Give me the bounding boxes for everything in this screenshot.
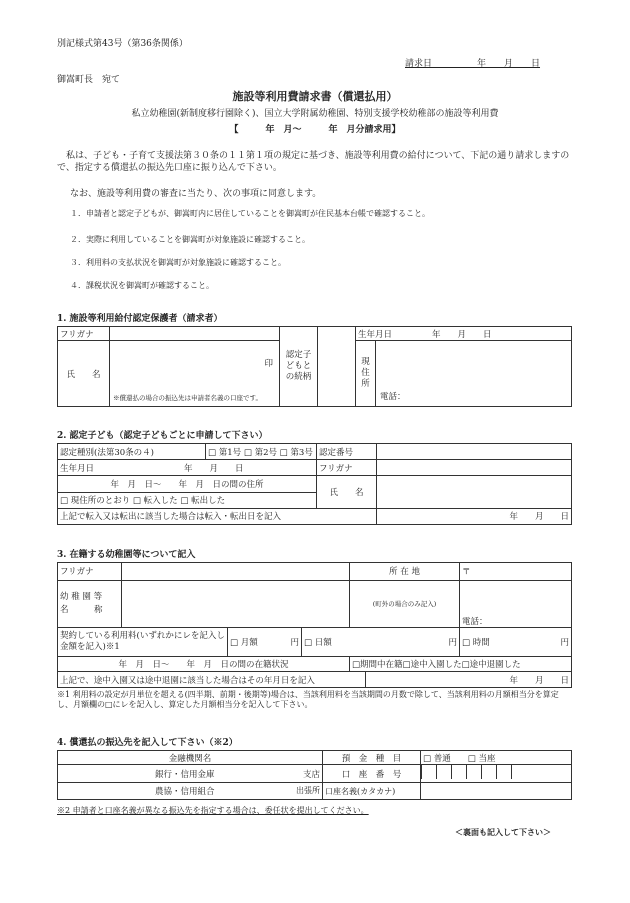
kg-phone[interactable] (460, 580, 572, 627)
consent-item-2: ２．実際に利用していることを御嵩町が対象施設に確認すること。 (70, 235, 310, 244)
mid-date[interactable]: 年 月 日 (366, 672, 572, 688)
note-2: ※2 申請者と口座名義が異なる振込先を指定する場合は、委任状を提出してください。 (57, 806, 369, 815)
intro-paragraph: 私は、子ども・子育て支援法第３０条の１１第１項の規定に基づき、施設等利用費の給付について、下記の通り請求しますので、指定する償還払の振込先口座に振り込んで下さい。 (57, 151, 570, 173)
cert-number-label: 認定番号 (317, 444, 377, 460)
kg-location-input[interactable] (460, 563, 572, 581)
consent-item-3: ３．利用料の支払状況を御嵩町が対象施設に確認すること。 (70, 258, 286, 267)
relation-input[interactable] (318, 327, 356, 407)
account-name-label: 口座名義(カタカナ) (323, 783, 421, 800)
kg-name-input[interactable] (122, 580, 350, 627)
kg-furigana-label: フリガナ (58, 563, 122, 581)
child-birth-row[interactable] (58, 460, 317, 476)
form-number: 別記様式第43号（第36条関係） (57, 39, 188, 49)
kg-furigana-input[interactable] (122, 563, 350, 581)
fee-label: 契約している利用料(いずれかにレを記入し金額を記入)※1 (58, 627, 228, 656)
child-furigana-label: フリガナ (317, 460, 377, 476)
intro-consent: なお、施設等利用費の審査に当たり、次の事項に同意します。 (70, 189, 322, 199)
account-type-label: 預 金 種 目 (323, 751, 421, 765)
child-birth-label: 生年月日 (60, 463, 95, 474)
seal-mark: 印 (264, 359, 273, 369)
child-name-input[interactable] (377, 476, 572, 508)
kg-name-label: 幼 稚 園 等 名 称 (58, 580, 122, 627)
enroll-period: 年 月 日～ 年 月 日の間の在籍状況 (58, 656, 350, 672)
guardian-furigana-label: フリガナ (58, 327, 110, 341)
account-number-input[interactable] (421, 765, 572, 783)
office-label: 出張所 (296, 786, 320, 795)
fee-hourly-label: □ 時間 (462, 637, 490, 648)
cert-type-options[interactable]: □ 第1号 □ 第2号 □ 第3号 (206, 444, 317, 460)
yen-unit-1: 円 (290, 637, 299, 648)
bank-line-1[interactable] (58, 765, 323, 783)
fee-monthly[interactable] (228, 627, 302, 656)
guardian-birth-value: 年 月 日 (432, 329, 492, 340)
guardian-birth-row[interactable] (356, 327, 572, 341)
address-label: 現住所 (356, 341, 376, 407)
document-title: 施設等利用費請求書（償還払用） (232, 90, 398, 103)
move-date[interactable]: 年 月 日 (377, 508, 572, 524)
child-birth-value: 年 月 日 (184, 463, 244, 474)
child-name-label: 氏 名 (317, 476, 377, 508)
relation-label: 認定子どもとの続柄 (280, 327, 318, 407)
section1-heading: 1. 施設等利用給付認定保護者（請求者） (57, 314, 223, 324)
addressee: 御嵩町長 宛て (57, 75, 121, 85)
bank-type-2: 農協・信用組合 (155, 787, 215, 797)
move-note: 上記で転入又は転出に該当した場合は転入・転出日を記入 (58, 508, 377, 524)
outside-note: (町外の場合のみ記入) (350, 580, 460, 627)
guardian-furigana-input[interactable] (110, 327, 280, 341)
branch-label: 支店 (302, 769, 320, 780)
guardian-table (57, 326, 572, 407)
yen-unit-2: 円 (448, 637, 457, 648)
account-name-input[interactable] (421, 783, 572, 800)
address-options[interactable]: □ 現住所のとおり □ 転入した □ 転出した (58, 492, 317, 508)
mid-note: 上記で、途中入園又は途中退園に該当した場合はその年月日を記入 (58, 672, 366, 688)
fee-daily[interactable] (302, 627, 460, 656)
section4-heading: 4. 償還払の振込先を記入して下さい（※2） (57, 738, 238, 748)
address-period: 年 月 日～ 年 月 日の間の住所 (58, 476, 317, 492)
bank-line-2[interactable] (58, 783, 323, 800)
back-side-note: ＜裏面も記入して下さい＞ (455, 827, 551, 837)
kg-location-label: 所 在 地 (350, 563, 460, 581)
seal-note: ※償還払の場合の振込先は申請者名義の口座です。 (113, 394, 262, 402)
yen-unit-3: 円 (560, 637, 569, 648)
kindergarten-table (57, 562, 572, 688)
postal-mark: 〒 (462, 567, 471, 578)
account-number-label: 口 座 番 号 (323, 765, 421, 783)
bank-table (57, 750, 572, 800)
section2-heading: 2. 認定子ども（認定子どもごとに申請して下さい） (57, 431, 268, 441)
account-type-options[interactable]: □ 普通 □ 当座 (421, 751, 572, 765)
guardian-birth-label: 生年月日 (358, 329, 393, 340)
child-furigana-input[interactable] (377, 460, 572, 476)
section3-heading: 3. 在籍する幼稚園等について記入 (57, 550, 196, 560)
kg-phone-label: 電話： (462, 616, 488, 627)
cert-number-input[interactable] (377, 444, 572, 460)
consent-item-4: ４．課税状況を御嵩町が確認すること。 (70, 281, 214, 290)
cert-type-label: 認定種別(法第30条の４) (58, 444, 206, 460)
request-date[interactable]: 請求日 年 月 日 (405, 59, 541, 69)
note-1: ※1 利用料の設定が月単位を超える(四半期、前期・後期等)場合は、当該利用料を当該期間の月数で除して、当該利用料の月額相当分を算定し、月額欄の□にレを記入し、算定した月額相当分を記入して下さい。 (57, 690, 559, 709)
bank-type-1: 銀行・信用金庫 (155, 769, 215, 780)
child-table (57, 443, 572, 525)
address-input[interactable] (376, 341, 572, 407)
guardian-name-input[interactable] (110, 341, 280, 407)
guardian-phone-label: 電話： (380, 392, 406, 402)
bank-name-label: 金融機関名 (58, 751, 323, 765)
fee-monthly-label: □ 月額 (230, 637, 258, 648)
fee-hourly[interactable] (460, 627, 572, 656)
fee-daily-label: □ 日額 (304, 637, 332, 648)
enroll-status-options[interactable]: □期間中在籍□途中入園した□途中退園した (350, 656, 572, 672)
document-subtitle: 私立幼稚園(新制度移行園除く)、国立大学附属幼稚園、特別支援学校幼稚部の施設等利用費 (131, 109, 499, 119)
guardian-name-label: 氏 名 (58, 341, 110, 407)
request-period[interactable]: 【 年 月～ 年 月分請求用】 (229, 125, 401, 135)
consent-item-1: １．申請者と認定子どもが、御嵩町内に居住していることを御嵩町が住民基本台帳で確認すること。 (70, 209, 430, 218)
